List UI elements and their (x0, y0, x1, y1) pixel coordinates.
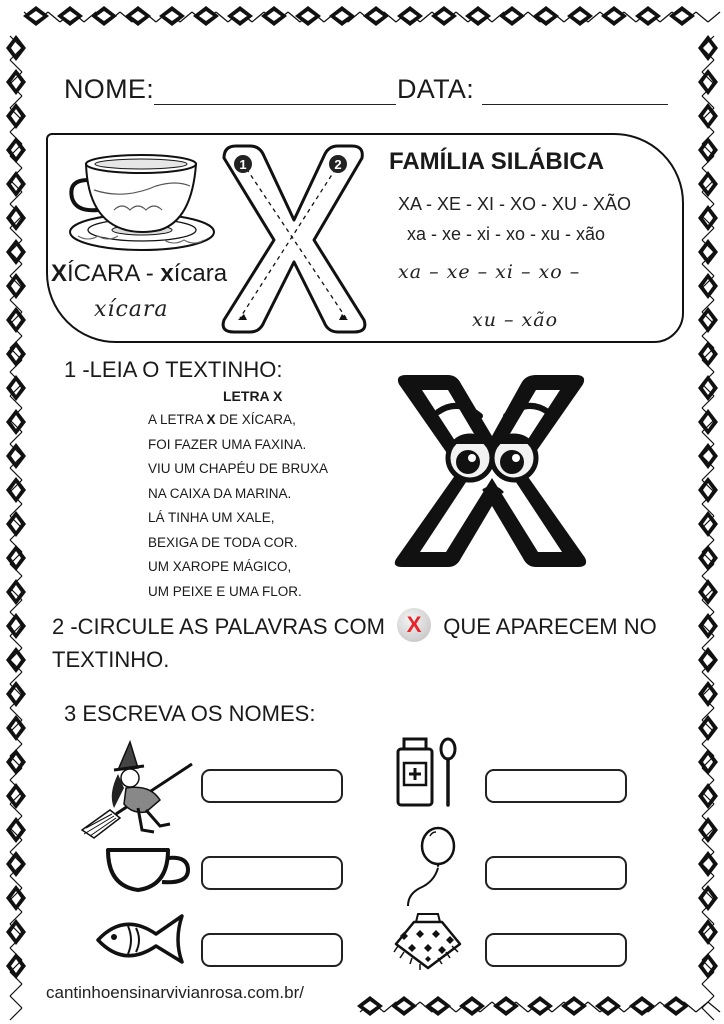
exercise2-line1 (52, 611, 657, 645)
syllables-upper: XA - XE - XI - XO - XU - XÃO (398, 194, 632, 214)
word-lower-first: x (160, 260, 174, 287)
poem-title: LETRA X (223, 388, 283, 404)
border-line (696, 12, 708, 22)
border-diamond (6, 103, 26, 129)
border-diamond (6, 511, 26, 537)
border-diamond (295, 6, 321, 26)
border-diamond (663, 996, 689, 1016)
border-diamond (698, 511, 718, 537)
word-cursive: xícara (94, 297, 169, 322)
border-diamond (6, 35, 26, 61)
border-diamond (698, 205, 718, 231)
teacup-illustration-icon (64, 150, 222, 258)
date-field[interactable] (482, 80, 668, 105)
word-lower-rest: ícara (173, 260, 228, 287)
syllables-lower: xa - xe - xi - xo - xu - xão (407, 224, 606, 244)
border-diamond (6, 715, 26, 741)
answer-box-witch[interactable] (201, 769, 343, 803)
border-diamond (6, 919, 26, 945)
border-diamond (698, 69, 718, 95)
border-diamond (57, 6, 83, 26)
border-line (708, 12, 720, 22)
border-diamond (6, 579, 26, 605)
balloon-icon (398, 826, 464, 908)
border-diamond (329, 6, 355, 26)
letter-x-tracing-icon (214, 142, 374, 338)
poem-line: UM PEIXE E UMA FLOR. (148, 583, 302, 599)
witch-on-broom-icon (80, 738, 196, 842)
family-title: FAMÍLIA SILÁBICA (389, 148, 605, 175)
border-diamond (635, 6, 661, 26)
border-line (48, 12, 60, 22)
poem-line: VIU UM CHAPÉU DE BRUXA (148, 461, 329, 476)
border-diamond (6, 647, 26, 673)
border-diamond (567, 6, 593, 26)
border-diamond (669, 6, 695, 26)
border-line (516, 1002, 528, 1012)
border-diamond (6, 783, 26, 809)
syllables-cursive-line1: xa – xe – xi – xo – (398, 261, 581, 283)
border-line (10, 996, 22, 1008)
border-line (708, 1002, 720, 1012)
border-diamond (493, 996, 519, 1016)
border-diamond (698, 885, 718, 911)
border-line (660, 12, 672, 22)
border-diamond (227, 6, 253, 26)
border-diamond (698, 443, 718, 469)
poem-line: A LETRA X DE XÍCARA, (148, 412, 296, 427)
border-diamond (465, 6, 491, 26)
border-diamond (6, 375, 26, 401)
border-diamond (698, 35, 718, 61)
border-diamond (561, 996, 587, 1016)
border-diamond (6, 443, 26, 469)
border-diamond (159, 6, 185, 26)
border-diamond (698, 681, 718, 707)
date-row (397, 74, 668, 105)
poem-line: NA CAIXA DA MARINA. (148, 485, 292, 501)
border-line (420, 12, 432, 22)
border-diamond (698, 613, 718, 639)
border-diamond (459, 996, 485, 1016)
border-line (216, 12, 228, 22)
border-diamond (6, 851, 26, 877)
x-badge-letter: X (406, 612, 422, 637)
border-diamond (595, 996, 621, 1016)
border-diamond (698, 919, 718, 945)
answer-box-balloon[interactable] (485, 856, 627, 890)
border-diamond (698, 715, 718, 741)
border-diamond (698, 409, 718, 435)
border-diamond (363, 6, 389, 26)
border-diamond (391, 996, 417, 1016)
footer-site[interactable]: cantinhoensinarvivianrosa.com.br/ (46, 983, 310, 1003)
border-diamond (6, 613, 26, 639)
border-diamond (261, 6, 287, 26)
shawl-icon (390, 908, 466, 972)
border-diamond (357, 996, 383, 1016)
border-line (456, 12, 468, 22)
word-xicara (51, 260, 227, 288)
border-diamond (425, 996, 451, 1016)
border-diamond (6, 307, 26, 333)
answer-box-shawl[interactable] (485, 933, 627, 967)
border-line (10, 984, 22, 996)
answer-box-cup[interactable] (201, 856, 343, 890)
border-line (624, 12, 636, 22)
border-diamond (698, 477, 718, 503)
border-line (10, 1008, 22, 1020)
x-character-icon (388, 372, 596, 572)
border-diamond (125, 6, 151, 26)
answer-box-syrup[interactable] (485, 769, 627, 803)
border-diamond (698, 579, 718, 605)
border-diamond (6, 817, 26, 843)
border-diamond (91, 6, 117, 26)
border-diamond (23, 6, 49, 26)
border-diamond (698, 171, 718, 197)
border-diamond (629, 996, 655, 1016)
syrup-bottle-spoon-icon (396, 737, 460, 807)
poem-line: UM XAROPE MÁGICO, (148, 559, 292, 574)
x-badge (397, 608, 431, 642)
exercise2-line2: TEXTINHO. (52, 647, 170, 672)
border-diamond (698, 647, 718, 673)
exercise3-heading: 3 ESCREVA OS NOMES: (64, 701, 316, 726)
border-diamond (698, 307, 718, 333)
word-caps-rest: ÍCARA (67, 260, 140, 287)
name-field[interactable] (154, 80, 396, 105)
poem-line: LÁ TINHA UM XALE, (148, 510, 275, 525)
name-label: NOME: (64, 74, 155, 104)
border-diamond (698, 817, 718, 843)
border-diamond (6, 681, 26, 707)
border-line (702, 1008, 714, 1020)
border-diamond (533, 6, 559, 26)
stroke-number-2: 2 (334, 157, 342, 172)
border-diamond (698, 375, 718, 401)
border-diamond (698, 273, 718, 299)
border-diamond (6, 239, 26, 265)
border-diamond (527, 996, 553, 1016)
exercise1-heading: 1 -LEIA O TEXTINHO: (64, 357, 283, 382)
stroke-number-1: 1 (239, 157, 247, 172)
border-diamond (698, 239, 718, 265)
answer-box-fish[interactable] (201, 933, 343, 967)
name-row (64, 74, 396, 105)
word-caps-first: X (51, 260, 68, 287)
border-diamond (698, 103, 718, 129)
border-diamond (6, 205, 26, 231)
poem-line: FOI FAZER UMA FAXINA. (148, 436, 307, 452)
border-diamond (6, 171, 26, 197)
poem (148, 408, 328, 604)
exercise2-text-after: QUE APARECEM NO (443, 613, 657, 639)
border-diamond (601, 6, 627, 26)
border-diamond (6, 273, 26, 299)
teacup-icon (104, 846, 192, 894)
border-diamond (6, 69, 26, 95)
syllables-cursive-line2: xu – xão (472, 309, 559, 331)
border-diamond (698, 783, 718, 809)
border-diamond (698, 851, 718, 877)
border-diamond (193, 6, 219, 26)
border-diamond (6, 409, 26, 435)
date-label: DATA: (397, 74, 475, 104)
border-line (552, 1002, 564, 1012)
word-sep: - (139, 260, 161, 287)
fish-icon (94, 910, 188, 968)
border-line (702, 984, 714, 996)
border-diamond (499, 6, 525, 26)
exercise2-text-before: 2 -CIRCULE AS PALAVRAS COM (52, 613, 385, 639)
border-diamond (6, 885, 26, 911)
border-diamond (6, 477, 26, 503)
border-diamond (397, 6, 423, 26)
poem-line: BEXIGA DE TODA COR. (148, 534, 298, 550)
border-line (252, 12, 264, 22)
border-diamond (431, 6, 457, 26)
